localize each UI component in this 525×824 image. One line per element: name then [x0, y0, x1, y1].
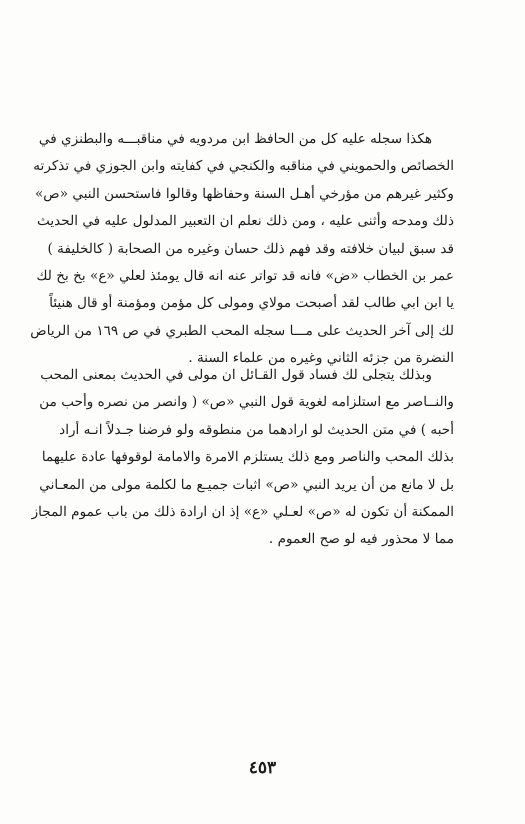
text-line: مما لا محذور فيه لو صح العموم . — [268, 531, 454, 548]
text-line: يا ابن ابي طالب لقد أصبحت مولاي ومولى كل مؤمن ومؤمنة أو قال هنيئاً — [49, 295, 454, 312]
text-line: بل لا مانع من أن يريد النبي «ص» اثبات جميـع ما لكلمة مولى من المعـاني — [39, 476, 454, 493]
text-line: النضرة من جزئه الثاني وغيره من علماء السنة . — [188, 350, 454, 367]
paragraph-2 — [31, 362, 454, 554]
text-line: وكثير غيرهم من مؤرخي أهـل السنة وحفاظها وقالوا فاستحسن النبي «ص» — [34, 185, 454, 202]
page-number: ٤٥٣ — [248, 758, 277, 778]
text-line: لك إلى آخر الحديث على مـــا سجله المحب الطبري في ص ١٦٩ من الرياض — [30, 322, 454, 339]
text-line: هكذا سجله عليه كل من الحافظ ابن مردويه في مناقبـــه والبطنزي في — [38, 131, 432, 147]
text-line: والنــاصر مع استلزامه لغوية قول النبي «ص» ( وانصر من نصره وأحب من — [39, 394, 454, 411]
text-line: بذلك المحب والناصر ومع ذلك يستلزم الامرة والامامة لوقوفها عادة عليهما — [41, 449, 454, 466]
text-line: الخصائص والحمويني في مناقبه والكنجي في كفايته وابن الجوزي في تذكرته — [33, 158, 454, 175]
text-line: أحبه ) في متن الحديث لو ارادهما من منطوقه ولو فرضنا جـدلاً انـه أراد — [59, 421, 454, 438]
paragraph-1 — [30, 126, 454, 373]
text-line: ذلك ومدحه وأثنى عليه ، ومن ذلك نعلم ان التعبير المدلول عليه في الحديث — [37, 213, 454, 230]
text-line: الممكنة أن تكون له «ص» لعـلي «ع» إذ ان ارادة ذلك من باب عموم المجاز — [31, 503, 454, 520]
text-line: قد سبق لبيان خلافته وقد فهم ذلك حسان وغيره من الصحابة ( كالخليفة ) — [47, 240, 454, 257]
text-line: عمر بن الخطاب «ض» فانه قد تواتر عنه انه قال يومئذ لعلي «ع» بخ بخ لك — [36, 267, 454, 284]
text-line: وبذلك يتجلى لك فساد قول القـائل ان مولى في الحديث بمعنى المحب — [40, 367, 432, 383]
